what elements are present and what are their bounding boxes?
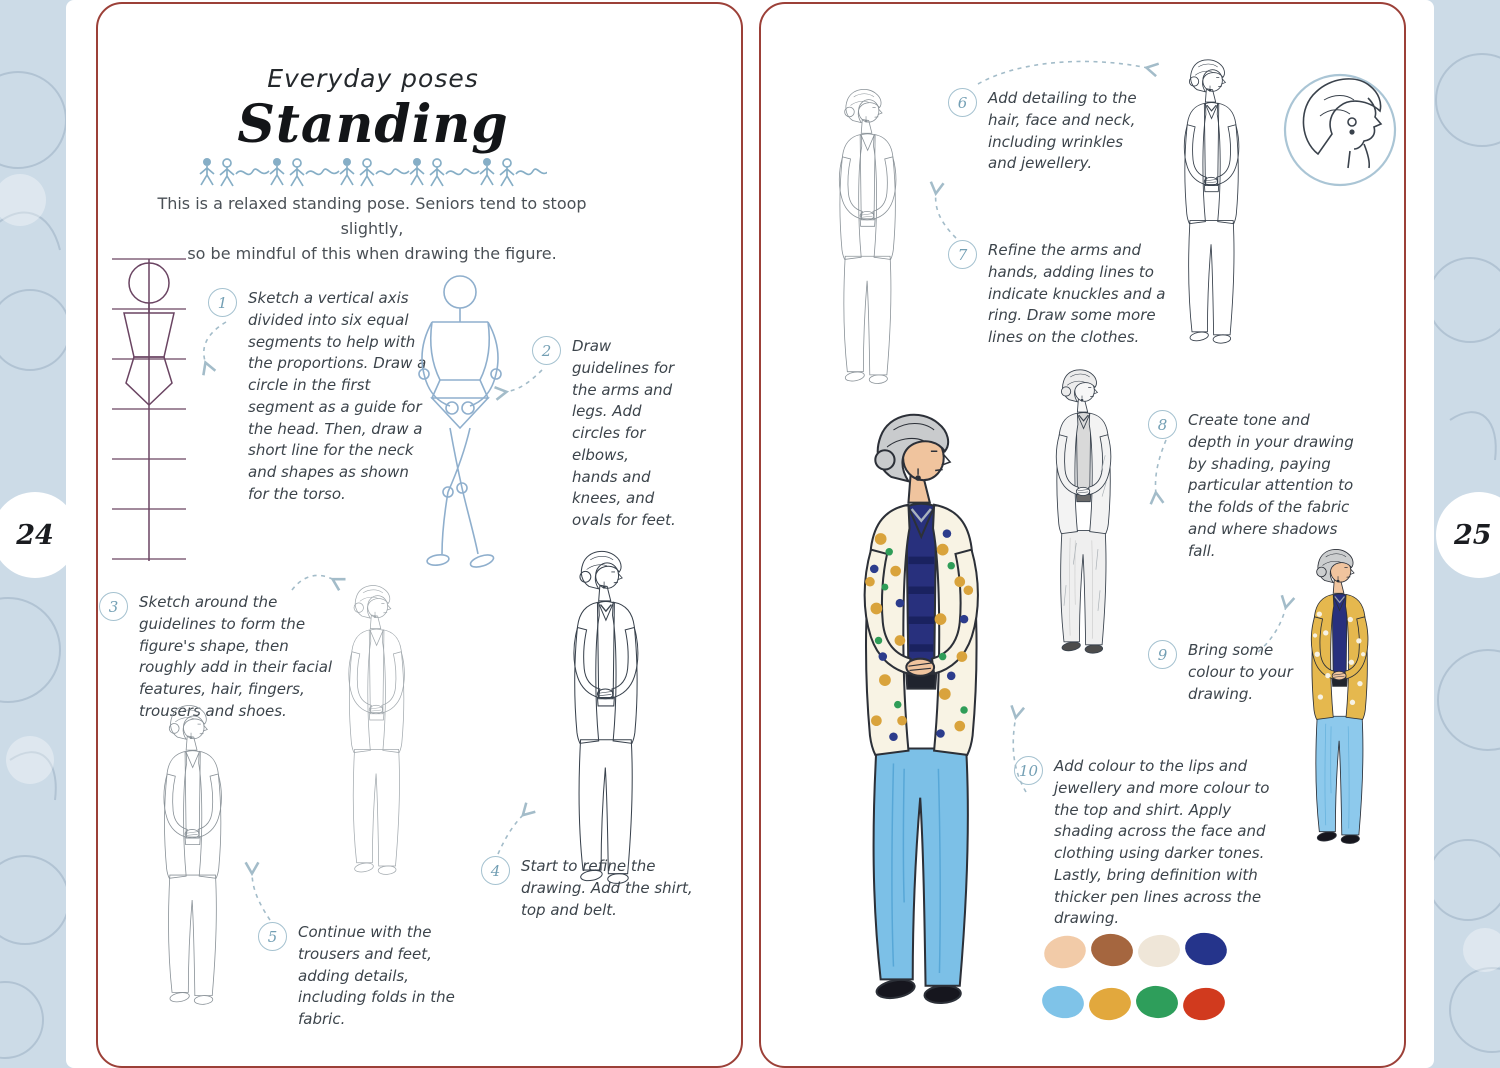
step-3-text: Sketch around the guidelines to form the figure's shape, then roughly add in their facial features, hair, fingers, trousers and shoes. <box>139 593 333 720</box>
proportion-axis-diagram <box>102 255 197 565</box>
final-colour-figure <box>810 400 1024 1020</box>
step-2 <box>532 336 676 532</box>
page-title: Standing <box>237 94 509 155</box>
palette-swatch <box>1136 933 1181 969</box>
palette-swatch <box>1134 984 1179 1020</box>
intro-line-2: so be mindful of this when drawing the figure. <box>187 243 557 263</box>
step-5 <box>258 922 476 1031</box>
step-10 <box>1014 756 1286 930</box>
step-1-badge: 1 <box>208 288 237 317</box>
step-1 <box>208 288 430 506</box>
step-8 <box>1148 410 1356 562</box>
detailed-sketch-figure <box>136 698 245 1013</box>
shaded-figure-step8 <box>1030 362 1133 662</box>
palette-swatch <box>1040 983 1087 1022</box>
pencil-figure-step6 <box>812 82 919 392</box>
palette-swatch <box>1089 931 1135 969</box>
step-7-badge: 7 <box>948 240 977 269</box>
step-4-badge: 4 <box>481 856 510 885</box>
step-9-text: Bring some colour to your drawing. <box>1188 641 1293 703</box>
inked-figure-step7 <box>1158 52 1261 352</box>
paper-chain-divider-icon <box>199 155 547 189</box>
step-10-badge: 10 <box>1014 756 1043 785</box>
step-8-text: Create tone and depth in your drawing by shading, paying particular attention to the folds of the fabric and where shadows fall. <box>1188 411 1354 560</box>
colour-palette <box>1038 926 1230 1036</box>
step-4-text: Start to refine the drawing. Add the shirt, top and belt. <box>521 857 693 919</box>
step-2-text: Draw guidelines for the arms and legs. Add circles for elbows, hands and knees, and ovals for feet. <box>572 337 676 529</box>
palette-swatch <box>1087 985 1133 1023</box>
intro-text <box>142 192 602 266</box>
step-7 <box>948 240 1193 349</box>
step-6 <box>948 88 1148 175</box>
step-3-badge: 3 <box>99 592 128 621</box>
section-category: Everyday poses <box>267 64 479 93</box>
palette-swatch <box>1183 930 1230 969</box>
page-number-right: 25 <box>1436 492 1500 578</box>
step-5-text: Continue with the trousers and feet, adding details, including folds in the fabric. <box>298 923 455 1028</box>
face-detail-inset <box>1280 56 1400 206</box>
step-9 <box>1148 640 1306 705</box>
step-8-badge: 8 <box>1148 410 1177 439</box>
palette-swatch <box>1181 985 1228 1024</box>
step-5-badge: 5 <box>258 922 287 951</box>
first-colour-figure-step9 <box>1284 542 1391 852</box>
rough-sketch-figure <box>322 578 427 883</box>
intro-line-1: This is a relaxed standing pose. Seniors tend to stoop slightly, <box>157 194 587 238</box>
step-2-badge: 2 <box>532 336 561 365</box>
refined-line-figure <box>543 543 664 893</box>
guideline-figure-diagram <box>398 270 523 570</box>
page-number-left: 24 <box>0 492 78 578</box>
step-6-text: Add detailing to the hair, face and neck, including wrinkles and jewellery. <box>988 89 1137 173</box>
step-6-badge: 6 <box>948 88 977 117</box>
step-7-text: Refine the arms and hands, adding lines to indicate knuckles and a ring. Draw some more lines on the clothes. <box>988 241 1166 346</box>
palette-swatch <box>1041 932 1089 972</box>
step-1-text: Sketch a vertical axis divided into six equal segments to help with the proportions. Draw a circle in the first segment as a guide for the head. Then, draw a short line for the neck and shapes as shown for the torso. <box>248 289 427 503</box>
step-9-badge: 9 <box>1148 640 1177 669</box>
step-10-text: Add colour to the lips and jewellery and more colour to the top and shirt. Apply shading across the face and clothing using darker tones. Lastly, bring definition with thicker pen lines across the drawing. <box>1054 757 1270 928</box>
